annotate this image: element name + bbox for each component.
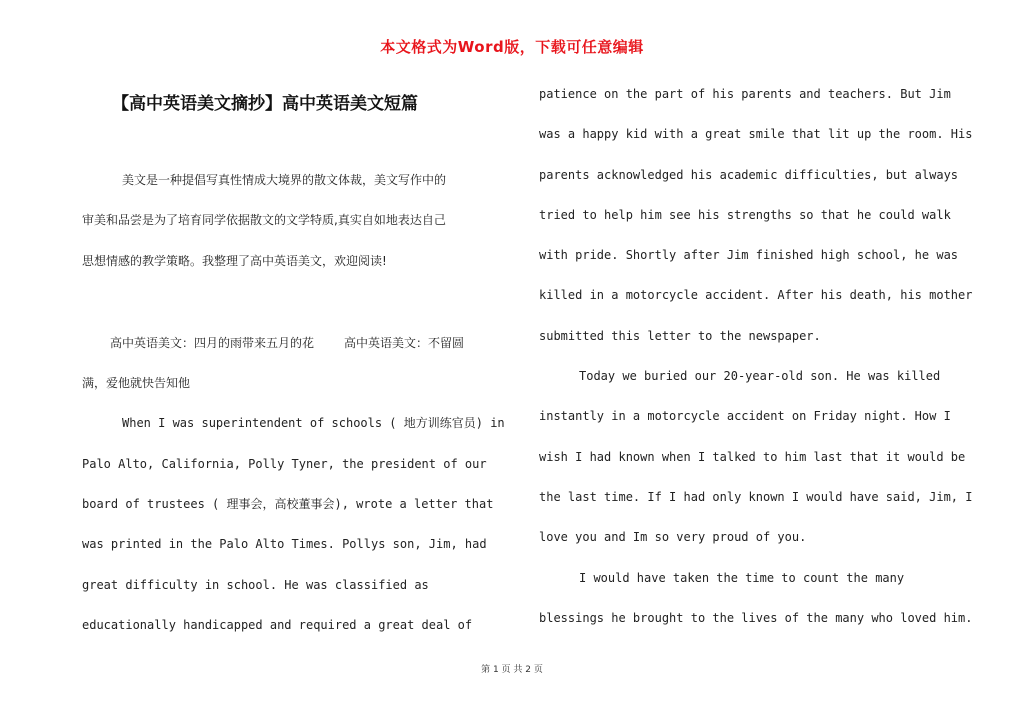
page-number-footer: 第 1 页 共 2 页	[481, 665, 543, 675]
left-column	[82, 80, 510, 651]
intro-line-2: 审美和品尝是为了培育同学依据散文的文学特质,真实自如地表达自己	[82, 213, 446, 228]
section-heading-april-rain: 高中英语美文：四月的雨带来五月的花	[110, 335, 315, 350]
right-column	[539, 80, 973, 644]
body-line: wish I had known when I talked to him last that it would be	[539, 449, 966, 464]
body-line: tried to help him see his strengths so that he could walk	[539, 207, 951, 222]
body-line: board of trustees ( 理事会，高校董事会), wrote a letter that	[82, 497, 494, 512]
body-line: Palo Alto, California, Polly Tyner, the president of our	[82, 456, 487, 471]
body-line: great difficulty in school. He was classified as	[82, 577, 429, 592]
body-line: with pride. Shortly after Jim finished high school, he was	[539, 248, 959, 263]
body-line: patience on the part of his parents and teachers. But Jim	[539, 87, 951, 101]
body-line: submitted this letter to the newspaper.	[539, 328, 821, 343]
intro-line-1: 美文是一种提倡写真性情成大境界的散文体裁，美文写作中的	[122, 173, 447, 187]
body-line: parents acknowledged his academic difficulties, but always	[539, 167, 959, 182]
article-title: 【高中英语美文摘抄】高中英语美文短篇	[112, 94, 418, 114]
spacer	[82, 128, 510, 166]
section-heading-continued: 满，爱他就快告知他	[82, 376, 191, 391]
body-line: was printed in the Palo Alto Times. Pollys son, Jim, had	[82, 537, 487, 552]
body-line: Today we buried our 20-year-old son. He was killed	[579, 369, 941, 384]
intro-line-3: 思想情感的教学策略。我整理了高中英语美文，欢迎阅读!	[82, 253, 387, 268]
body-line: love you and Im so very proud of you.	[539, 530, 807, 545]
body-line: educationally handicapped and required a great deal of	[82, 617, 473, 632]
section-heading-tell-him: 高中英语美文：不留圆	[344, 335, 465, 350]
section-headings-row	[82, 329, 510, 369]
body-line: When I was superintendent of schools ( 地方训练官员) in	[122, 416, 505, 431]
word-format-banner: 本文格式为Word版，下载可任意编辑	[380, 38, 644, 56]
body-line: I would have taken the time to count the many	[579, 570, 905, 585]
spacer	[82, 287, 510, 329]
body-line: was a happy kid with a great smile that lit up the room. His	[539, 127, 973, 142]
body-line: instantly in a motorcycle accident on Friday night. How I	[539, 409, 951, 424]
body-line: killed in a motorcycle accident. After his death, his mother	[539, 288, 973, 303]
body-line: blessings he brought to the lives of the many who loved him.	[539, 610, 973, 625]
body-line: the last time. If I had only known I would have said, Jim, I	[539, 489, 973, 504]
